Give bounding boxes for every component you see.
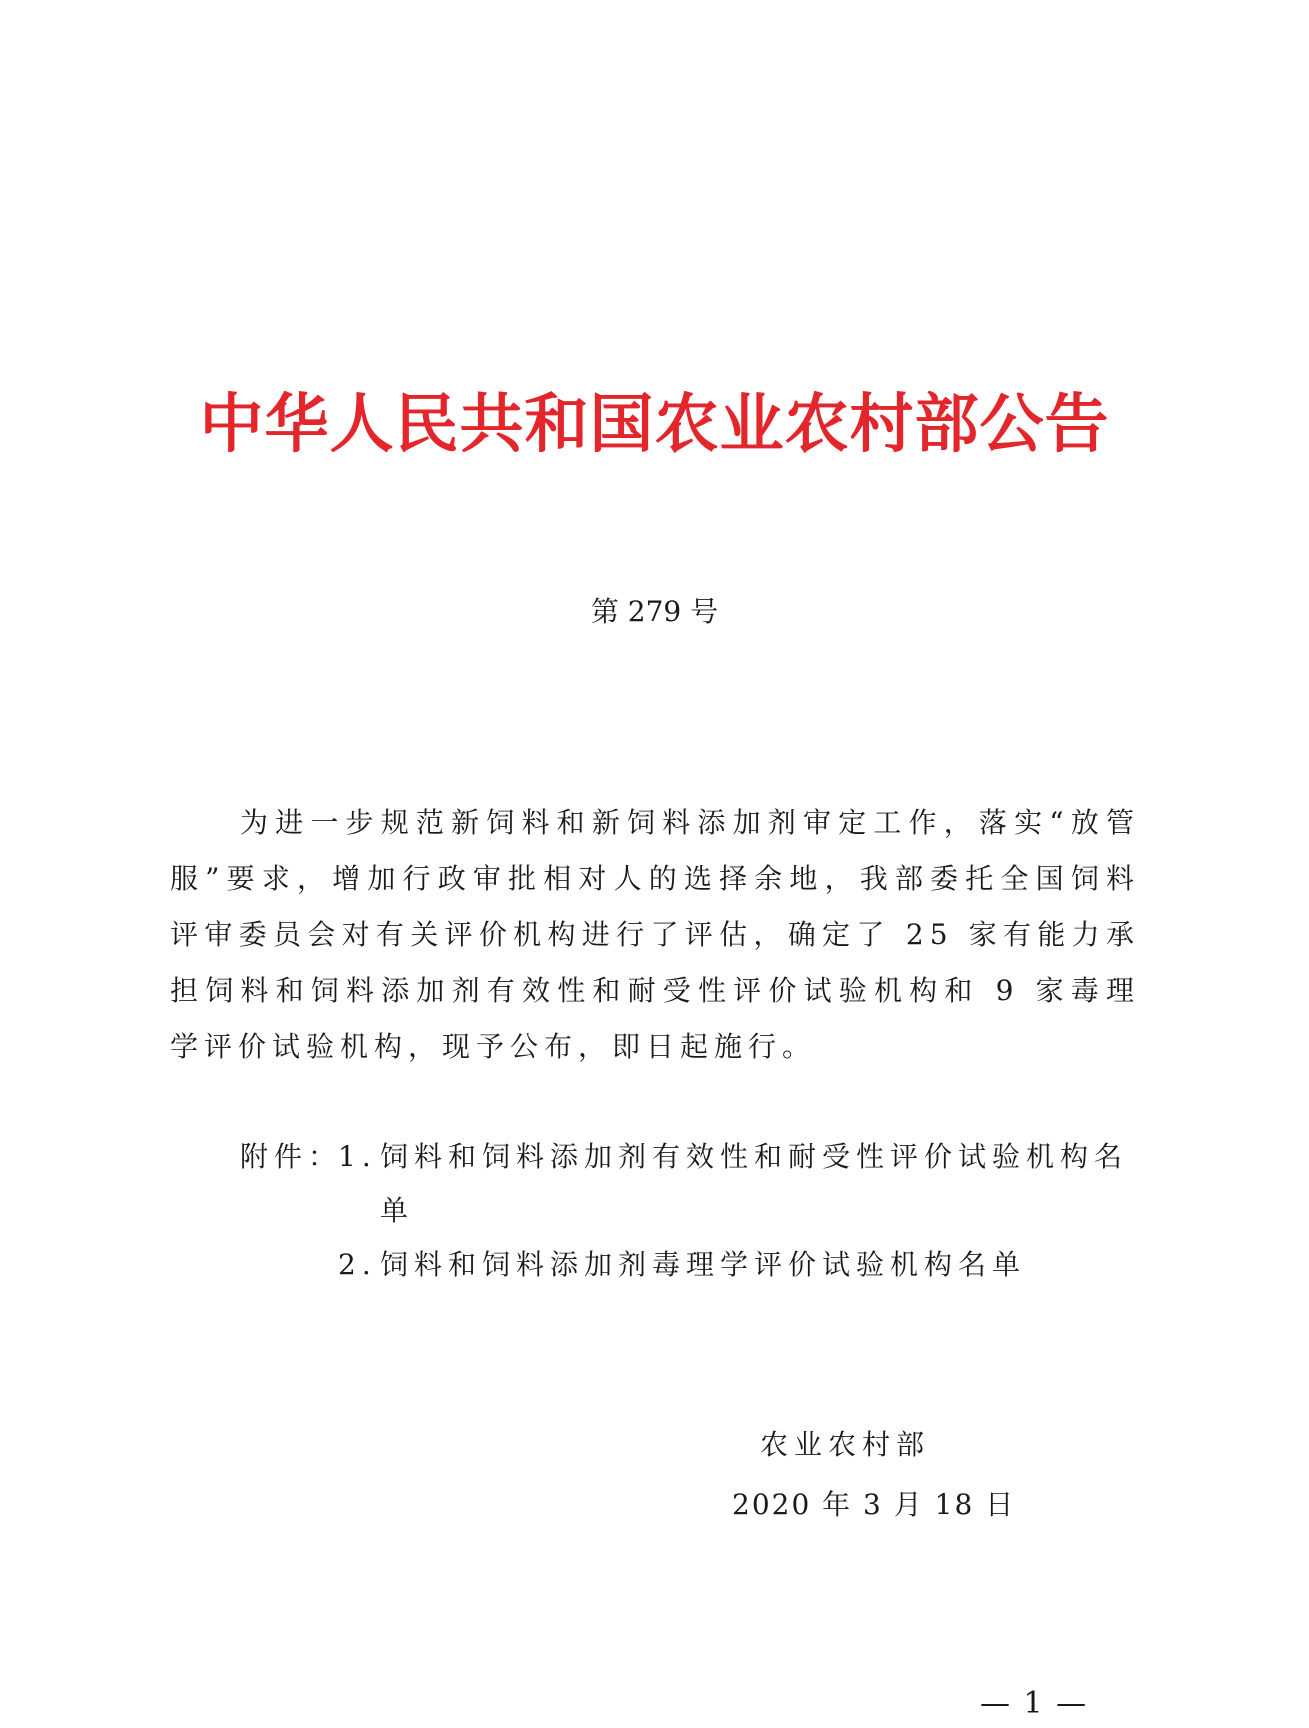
attachment-text: 饲料和饲料添加剂有效性和耐受性评价试验机构名单 — [380, 1140, 1129, 1227]
document-number: 第 279 号 — [590, 595, 719, 628]
body-paragraph: 为进一步规范新饲料和新饲料添加剂审定工作，落实“放管服”要求，增加行政审批相对人的选择余地，我部委托全国饲料评审委员会对有关评价机构进行了评估，确定了 25 家有能力承担饲料和饲料添加剂有效性和耐受性评价试验机构和 9 家毒理学评价试验机构，现予公布，即日起施行。 — [170, 806, 1140, 1063]
signature-organization: 农业农村部 — [760, 1428, 931, 1461]
attachments-list — [240, 1130, 1160, 1292]
signature-date: 2020 年 3 月 18 日 — [732, 1488, 1016, 1521]
announcement-title: 中华人民共和国农业农村部公告 — [199, 387, 1110, 462]
attachment-number: 2. — [338, 1248, 377, 1281]
attachment-text: 饲料和饲料添加剂毒理学评价试验机构名单 — [380, 1248, 1027, 1281]
attachment-item — [240, 1130, 1160, 1238]
attachment-number: 1. — [338, 1140, 377, 1173]
page-number: — 1 — — [980, 1686, 1089, 1721]
attachment-item — [240, 1238, 1160, 1292]
attachments-label: 附件： — [240, 1140, 343, 1173]
